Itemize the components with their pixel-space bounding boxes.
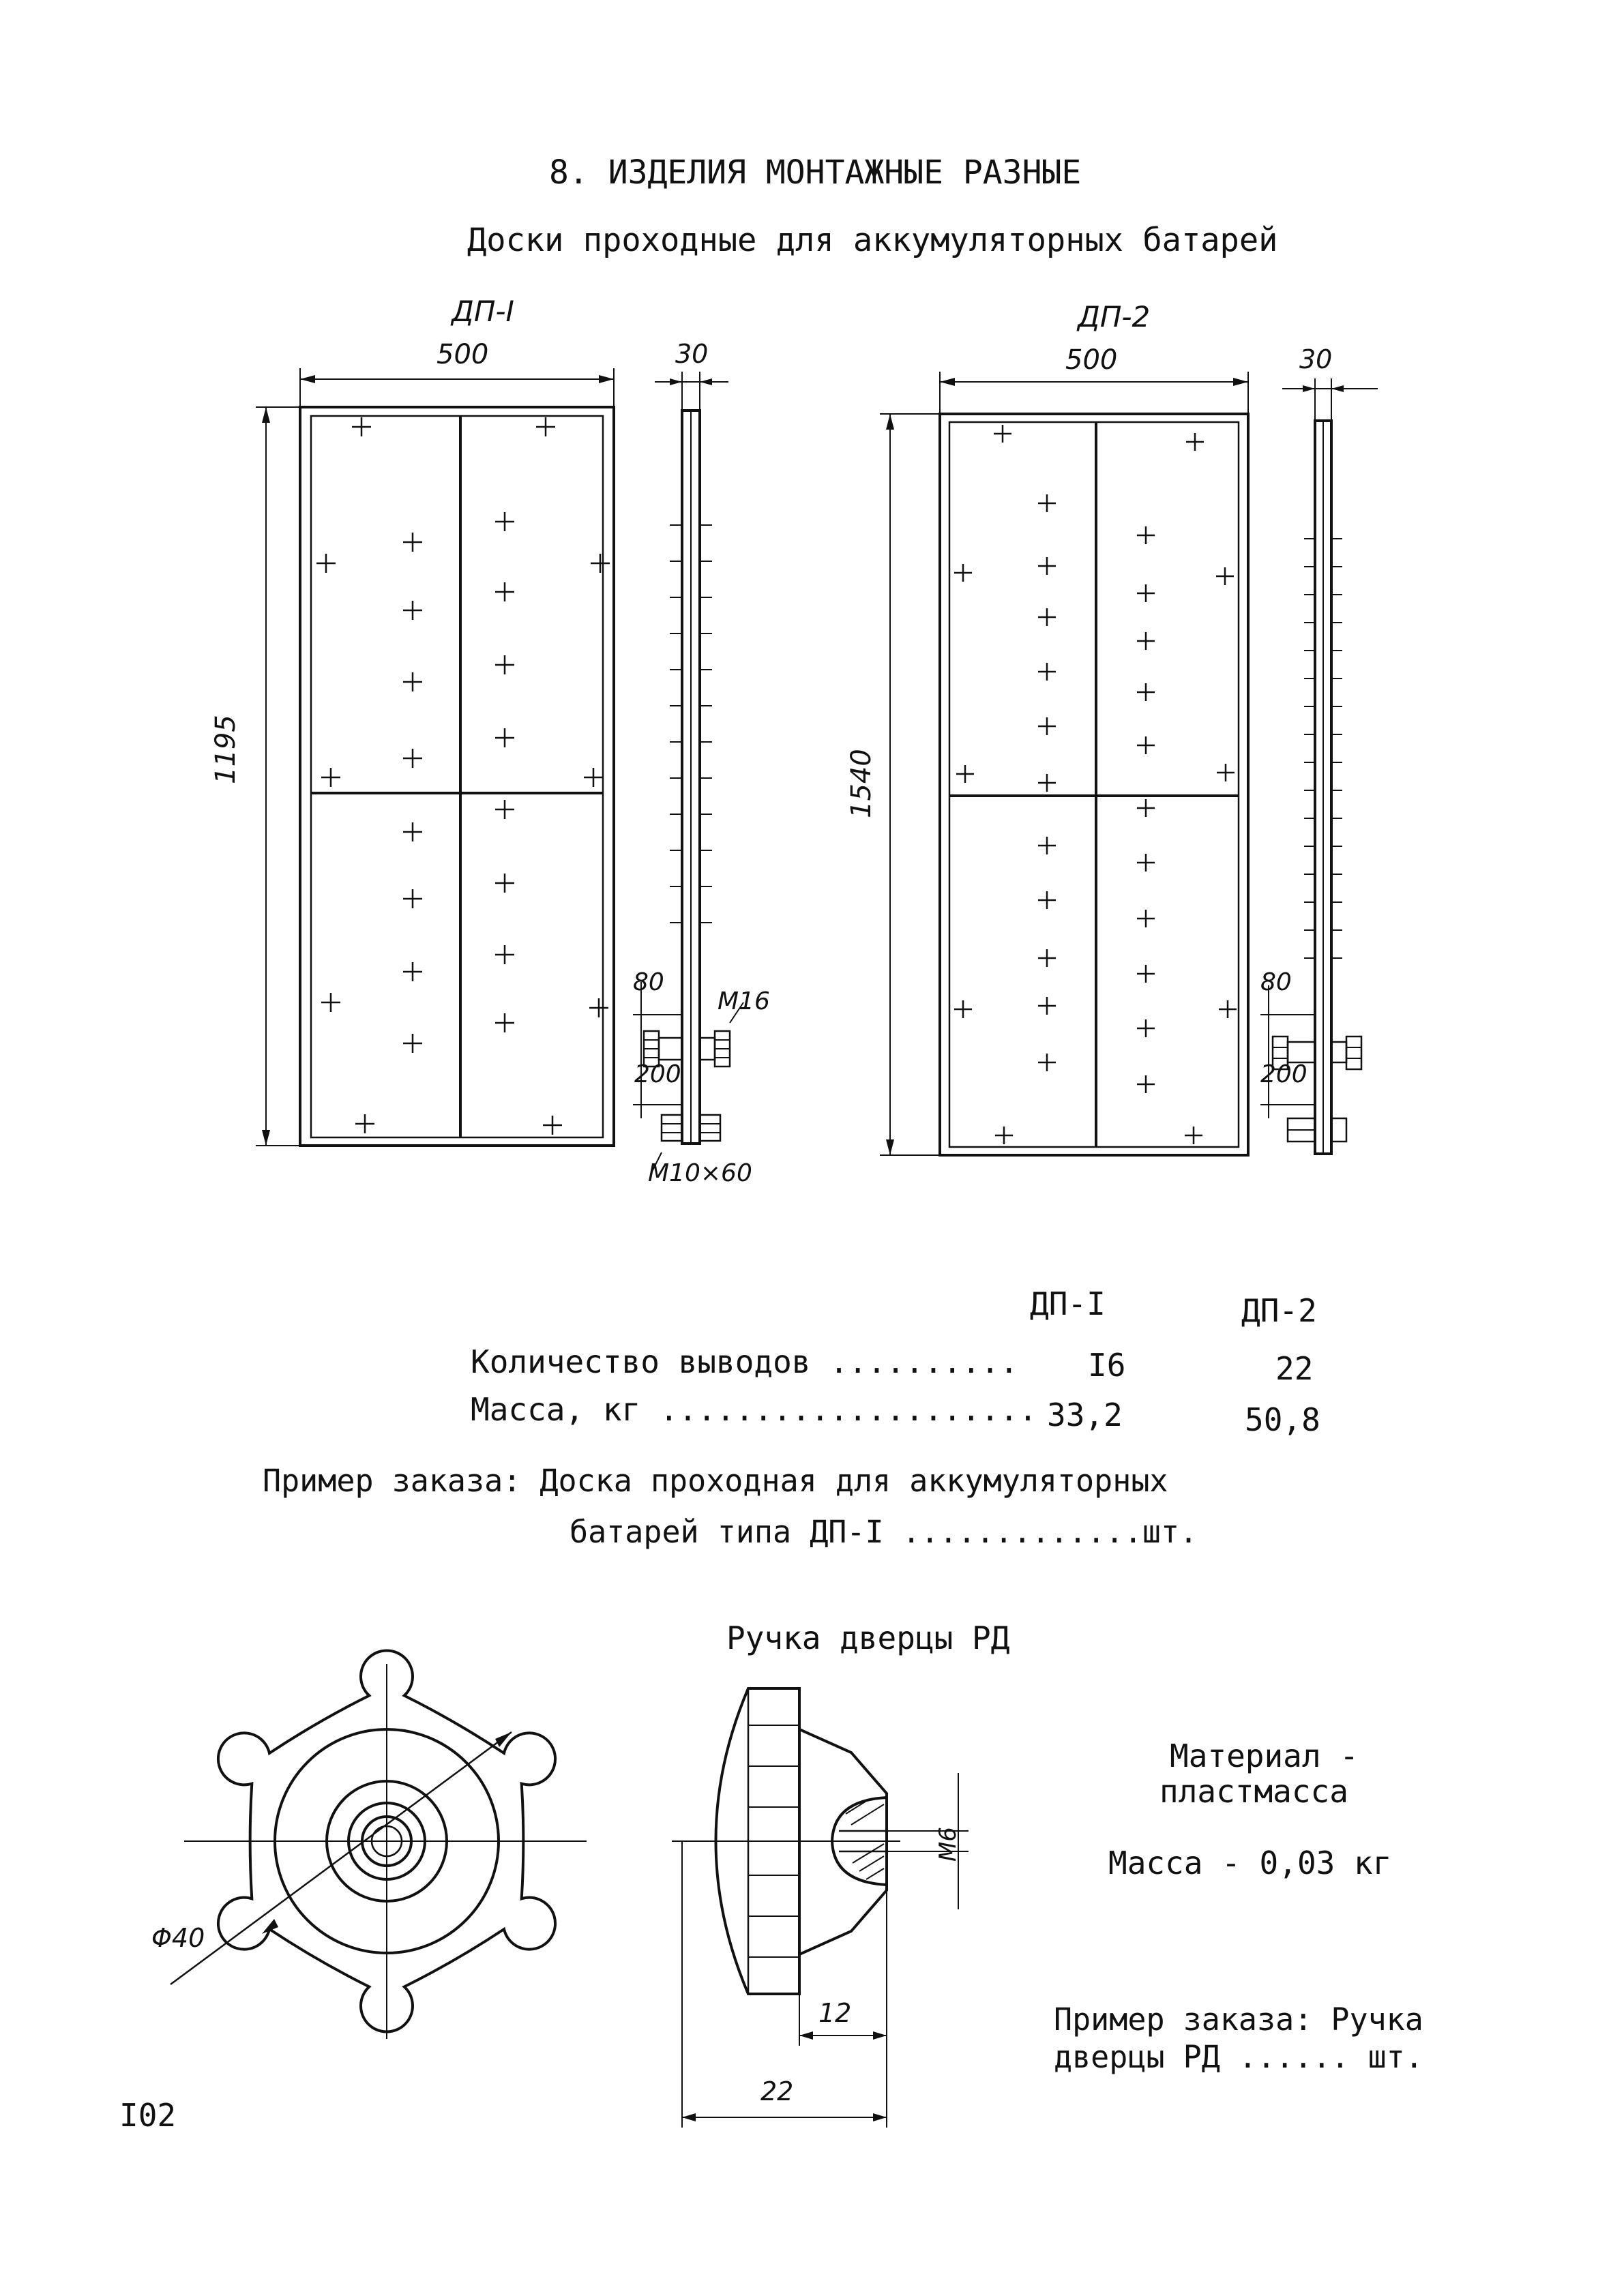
terminal-mark bbox=[591, 554, 610, 573]
terminal-mark bbox=[352, 417, 371, 436]
terminal-mark bbox=[321, 768, 340, 787]
terminal-mark bbox=[403, 889, 422, 908]
spec-row-value: 33,2 bbox=[1047, 1397, 1123, 1433]
spec-row-label: Масса, кг .................... bbox=[471, 1391, 1037, 1428]
terminal-mark bbox=[1038, 891, 1056, 909]
terminal-mark bbox=[1137, 910, 1155, 927]
terminal-mark bbox=[1038, 717, 1056, 735]
board1-thread-label: M16 bbox=[718, 987, 770, 1015]
terminal-mark bbox=[1137, 799, 1155, 817]
terminal-mark bbox=[1038, 949, 1056, 967]
board2-dim-200: 200 bbox=[1260, 1060, 1307, 1088]
terminal-mark bbox=[1137, 526, 1155, 544]
terminal-mark bbox=[1038, 774, 1056, 792]
terminal-mark bbox=[995, 1127, 1013, 1144]
terminal-mark bbox=[1038, 1054, 1056, 1071]
section-title: 8. ИЗДЕЛИЯ МОНТАЖНЫЕ РАЗНЫЕ bbox=[549, 153, 1082, 192]
terminal-mark bbox=[1217, 764, 1235, 781]
board-dp1-front-view bbox=[300, 407, 614, 1146]
handle-side-view bbox=[672, 1688, 969, 2128]
spec-row-label: Количество выводов .......... bbox=[471, 1343, 1019, 1380]
board1-thick-dim: 30 bbox=[675, 339, 709, 369]
handle-title: Ручка дверцы РД bbox=[726, 1620, 1010, 1656]
terminal-mark bbox=[1137, 1019, 1155, 1037]
terminal-mark bbox=[954, 564, 972, 582]
terminal-marks bbox=[316, 417, 610, 1135]
spec-col1-header: ДП-I bbox=[1030, 1285, 1106, 1322]
handle-dia-label: Φ40 bbox=[151, 1923, 205, 1953]
dim-height-board1 bbox=[256, 407, 300, 1146]
terminal-mark bbox=[1038, 997, 1056, 1015]
terminal-mark bbox=[1137, 1075, 1155, 1093]
board1-bolt-label: M10×60 bbox=[648, 1159, 752, 1187]
terminal-mark bbox=[1137, 632, 1155, 650]
terminal-bolts bbox=[1273, 1037, 1361, 1142]
spec-row-value: 50,8 bbox=[1245, 1401, 1320, 1438]
terminal-mark bbox=[403, 601, 422, 620]
board2-width-dim: 500 bbox=[1065, 344, 1118, 376]
terminal-mark bbox=[495, 582, 514, 601]
board1-label: ДП-I bbox=[452, 295, 514, 328]
terminal-mark bbox=[495, 800, 514, 819]
terminal-mark bbox=[1038, 494, 1056, 512]
terminal-mark bbox=[589, 998, 608, 1017]
terminal-mark bbox=[1038, 608, 1056, 626]
terminal-mark bbox=[954, 1000, 972, 1018]
dim-width-board1 bbox=[300, 368, 614, 407]
dim-height-board2 bbox=[880, 414, 940, 1155]
terminal-mark bbox=[1216, 567, 1234, 585]
board-dp2-side-view bbox=[1260, 378, 1378, 1154]
terminal-mark bbox=[1137, 584, 1155, 602]
terminal-mark bbox=[495, 874, 514, 893]
terminal-mark bbox=[355, 1114, 374, 1133]
terminal-mark bbox=[536, 417, 555, 436]
terminal-mark bbox=[403, 749, 422, 768]
handle-dim-22: 22 bbox=[760, 2076, 794, 2106]
spec-row-value: I6 bbox=[1088, 1347, 1126, 1384]
spec-row-value: 22 bbox=[1275, 1350, 1314, 1387]
terminal-mark bbox=[543, 1116, 562, 1135]
handle-material: Материал - bbox=[1170, 1738, 1359, 1774]
terminal-mark bbox=[403, 822, 422, 841]
board2-height-dim: 1540 bbox=[846, 749, 877, 818]
handle-front-view bbox=[171, 1651, 587, 2039]
spec-col2-header: ДП-2 bbox=[1241, 1292, 1317, 1329]
board-dp2-front-view bbox=[940, 414, 1248, 1155]
terminal-mark bbox=[956, 765, 974, 783]
terminal-mark bbox=[495, 1013, 514, 1032]
handle-material: пластмасса bbox=[1159, 1773, 1348, 1810]
subtitle: Доски проходные для аккумуляторных батарей bbox=[467, 222, 1278, 259]
terminal-mark bbox=[495, 945, 514, 964]
board1-dim-80: 80 bbox=[633, 968, 664, 996]
order-example-line: Пример заказа: Доска проходная для аккумуляторных bbox=[263, 1463, 1168, 1499]
handle-order-line: дверцы РД ...... шт. bbox=[1054, 2039, 1423, 2075]
handle-dim-12: 12 bbox=[818, 1998, 852, 2028]
board1-width-dim: 500 bbox=[437, 339, 489, 370]
terminal-mark bbox=[584, 768, 603, 787]
terminal-mark bbox=[1137, 736, 1155, 754]
terminal-mark bbox=[994, 425, 1011, 443]
terminal-mark bbox=[1219, 1000, 1237, 1018]
terminal-mark bbox=[403, 672, 422, 691]
board1-dim-200: 200 bbox=[634, 1060, 681, 1088]
terminal-mark bbox=[495, 655, 514, 674]
handle-thread-label: M6 bbox=[934, 1827, 962, 1862]
terminal-mark bbox=[403, 962, 422, 981]
terminal-mark bbox=[495, 728, 514, 747]
board2-label: ДП-2 bbox=[1078, 300, 1151, 333]
terminal-mark bbox=[403, 1034, 422, 1053]
board-dp1-side-view bbox=[633, 372, 743, 1173]
board1-height-dim: 1195 bbox=[210, 715, 241, 784]
terminal-mark bbox=[321, 993, 340, 1012]
board2-thick-dim: 30 bbox=[1299, 344, 1333, 374]
dim-width-board2 bbox=[940, 372, 1248, 414]
terminal-mark bbox=[403, 533, 422, 552]
board2-dim-80: 80 bbox=[1260, 968, 1292, 996]
terminal-mark bbox=[1186, 433, 1204, 451]
terminal-mark bbox=[1038, 837, 1056, 854]
terminal-mark bbox=[1185, 1127, 1202, 1144]
order-example-line: батарей типа ДП-I .............шт. bbox=[570, 1514, 1198, 1550]
terminal-mark bbox=[1038, 557, 1056, 575]
page-number: I02 bbox=[119, 2097, 177, 2134]
terminal-mark bbox=[495, 512, 514, 531]
terminal-mark bbox=[1137, 965, 1155, 983]
terminal-mark bbox=[316, 554, 336, 573]
terminal-mark bbox=[1137, 854, 1155, 871]
terminal-mark bbox=[1137, 683, 1155, 701]
terminal-mark bbox=[1038, 663, 1056, 681]
handle-mass: Масса - 0,03 кг bbox=[1108, 1845, 1392, 1881]
handle-order-line: Пример заказа: Ручка bbox=[1054, 2001, 1423, 2038]
